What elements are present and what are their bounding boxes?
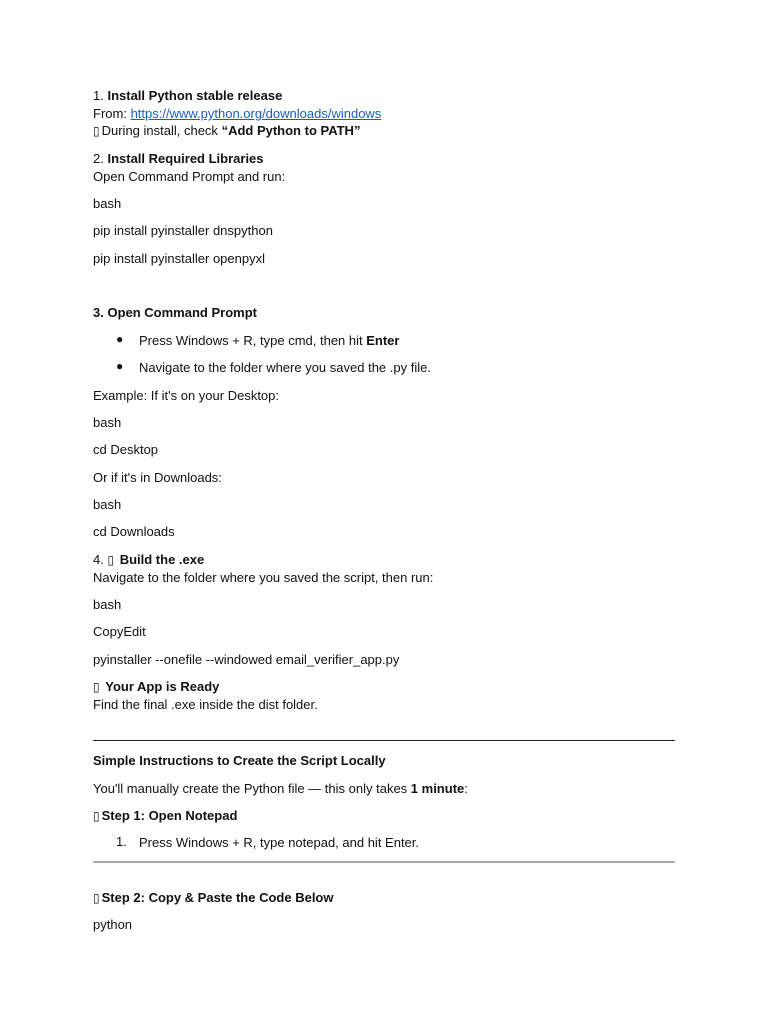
code-language-label: bash bbox=[93, 597, 122, 612]
code-line: pip install pyinstaller dnspython bbox=[93, 223, 273, 238]
bullet-item: Navigate to the folder where you saved the .py file. bbox=[139, 360, 431, 375]
missing-glyph-icon: ▯ bbox=[93, 680, 100, 694]
section3-heading bbox=[93, 304, 257, 321]
simple-heading bbox=[93, 752, 386, 769]
simple-title: Simple Instructions to Create the Script Locally bbox=[93, 753, 386, 768]
intro-bold-text: 1 minute bbox=[410, 781, 465, 796]
or-text: Or if it's in Downloads: bbox=[93, 470, 222, 485]
check-text: During install, check bbox=[101, 123, 222, 138]
section1-title: Install Python stable release bbox=[107, 88, 283, 103]
code-language-label: bash bbox=[93, 497, 122, 512]
code-language-label: bash bbox=[93, 196, 122, 211]
ready-title: Your App is Ready bbox=[105, 679, 220, 694]
missing-glyph-icon: ▯ bbox=[107, 553, 115, 567]
section1-heading bbox=[93, 87, 282, 104]
divider bbox=[93, 861, 675, 863]
bullet-bold-text: Enter bbox=[366, 333, 400, 348]
missing-glyph-icon: ▯ bbox=[93, 809, 100, 823]
copy-edit-label: CopyEdit bbox=[93, 624, 146, 639]
divider bbox=[93, 740, 675, 741]
step1-item: Press Windows + R, type notepad, and hit Enter. bbox=[139, 835, 420, 850]
bullet-icon: ● bbox=[116, 359, 124, 373]
ready-text: Find the final .exe inside the dist folder. bbox=[93, 697, 318, 712]
step2-heading bbox=[93, 889, 333, 907]
section2-intro: Open Command Prompt and run: bbox=[93, 169, 286, 184]
code-line: cd Desktop bbox=[93, 442, 159, 457]
ready-heading bbox=[93, 678, 219, 696]
section1-check-line bbox=[93, 122, 360, 140]
bullet-icon: ● bbox=[116, 332, 124, 346]
simple-intro bbox=[93, 780, 468, 797]
list-number: 1. bbox=[116, 834, 127, 849]
section1-from-line bbox=[93, 105, 381, 122]
code-line: pip install pyinstaller openpyxl bbox=[93, 251, 265, 266]
section1-number: 1. bbox=[93, 88, 108, 103]
python-download-link[interactable]: https://www.python.org/downloads/windows bbox=[130, 106, 382, 121]
section3-title: 3. Open Command Prompt bbox=[93, 305, 257, 320]
step1-heading bbox=[93, 807, 237, 825]
code-language-label: python bbox=[93, 917, 133, 932]
code-line: pyinstaller --onefile --windowed email_verifier_app.py bbox=[93, 652, 400, 667]
missing-glyph-icon: ▯ bbox=[93, 891, 100, 905]
code-line: cd Downloads bbox=[93, 524, 175, 539]
checkbox-icon: ▯ bbox=[93, 124, 100, 138]
intro-colon: : bbox=[464, 781, 468, 796]
section2-title: Install Required Libraries bbox=[107, 151, 264, 166]
bullet-text: Press Windows + R, type cmd, then hit bbox=[139, 333, 367, 348]
step1-title: Step 1: Open Notepad bbox=[101, 808, 238, 823]
section4-title: Build the .exe bbox=[119, 552, 205, 567]
section2-heading bbox=[93, 150, 264, 167]
bullet-item bbox=[139, 332, 399, 349]
intro-text: You'll manually create the Python file — this only takes bbox=[93, 781, 411, 796]
section4-intro: Navigate to the folder where you saved the script, then run: bbox=[93, 570, 434, 585]
code-language-label: bash bbox=[93, 415, 122, 430]
section4-number: 4. bbox=[93, 552, 108, 567]
from-label: From: bbox=[93, 106, 131, 121]
check-bold-text: “Add Python to PATH” bbox=[221, 123, 361, 138]
example-text: Example: If it's on your Desktop: bbox=[93, 388, 280, 403]
section2-number: 2. bbox=[93, 151, 108, 166]
step2-title: Step 2: Copy & Paste the Code Below bbox=[101, 890, 334, 905]
section4-heading bbox=[93, 551, 204, 569]
